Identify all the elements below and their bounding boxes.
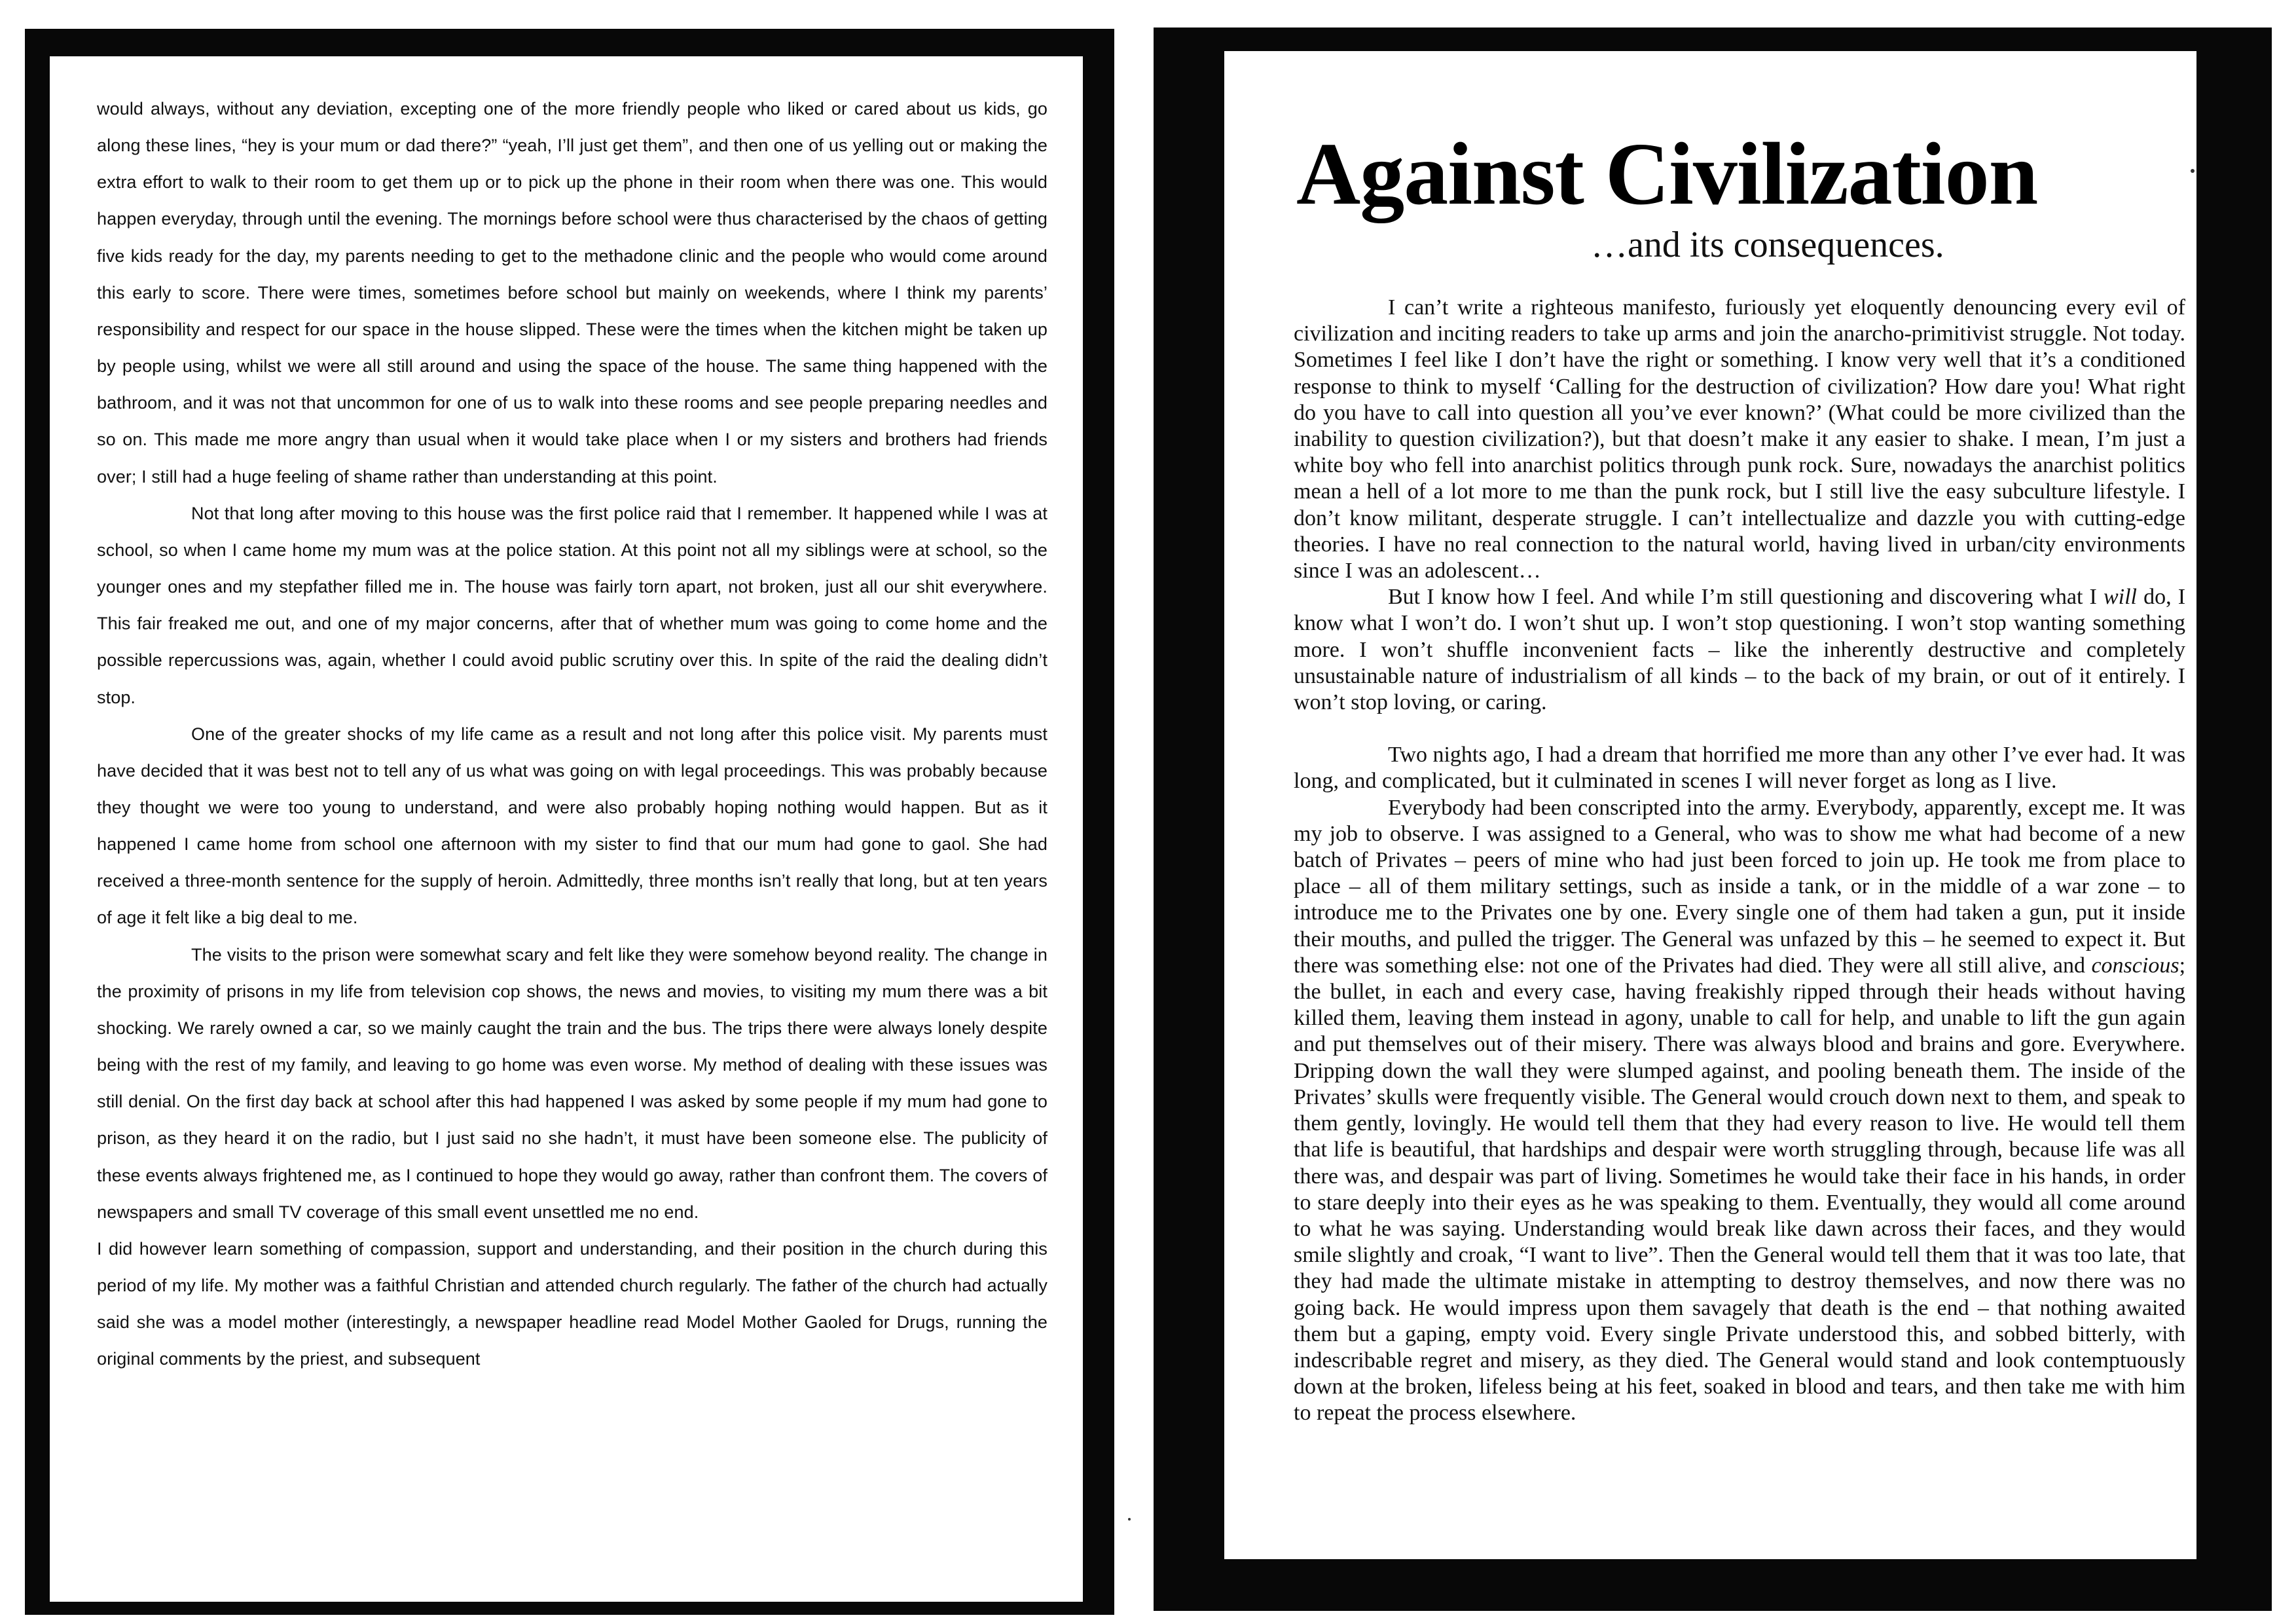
- paragraph-4-part-2: ; the bullet, in each and every case, having freakishly ripped through their heads without having killed them, leaving them instead in agony, unable to call for help, and unable to lift the gun again and put themselves out of their misery. There was always blood and brains and gore. Everywhere. Dripping down the wall they were slumped against, and pooling beneath them. The inside of the Privates’ skulls were frequently visible. The General would crouch down next to them, and speak to them gently, lovingly. He would tell them that they had every reason to live. He would tell them that life is beautiful, that hardships and despair were worth struggling through, because life was all there was, and despair was part of living. Sometimes he would take their face in his hands, in order to stare deeply into their eyes as he was speaking to them. Eventually, they would all come around to what he was saying. Understanding would break like dawn across their faces, and they would smile slightly and croak, “I want to live”. Then the General would tell them that it was too late, that they had made the ultimate mistake in attempting to destroy themselves, and now there was no going back. He would impress upon them savagely that death is the end – that nothing awaited them but a gaping, empty void. Every single Private understood this, and sobbed bitterly, with indescribable regret and misery, as they died. The General would stand and look contemptuously down at the broken, lifeless being at his feet, soaked in blood and tears, and then take me with him to repeat the process elsewhere.: [1294, 953, 2186, 1426]
- article-paragraph-2: [1294, 584, 2185, 716]
- left-page-text: [97, 90, 1048, 1377]
- paragraph-2-after: do, I know what I won’t do. I won’t shut up. I won’t stop questioning. I won’t stop wanting something more. I won’t shuffle inconvenient facts – like the inherently destructive and completely unsustainable nature of industrialism of all kinds – to the back of my brain, or out of it entirely. I won’t stop loving, or caring.: [1294, 585, 2186, 715]
- article-paragraph-4: [1294, 795, 2185, 1427]
- left-paragraph-2: Not that long after moving to this house was the first police raid that I remember. It happened while I was at school, so when I came home my mum was at the police station. At this point not all my siblings were at school, so the younger ones and my stepfather filled me in. The house was fairly torn apart, not broken, just all our shit everywhere. This fair freaked me out, and one of my major concerns, after that of whether mum was going to come home and the possible repercussions was, again, whether I could avoid public scrutiny over this. In spite of the raid the dealing didn’t stop.: [97, 503, 1048, 707]
- paragraph-4-part-1: Everybody had been conscripted into the army. Everybody, apparently, except me. It was my job to observe. I was assigned to a General, who was to show me what had become of a new batch of Privates – peers of mine who had just been forced to join up. He took me from place to place – all of them military settings, such as inside a tank, or in the middle of a war zone – to introduce me to the Privates one by one. Every single one of them had taken a gun, put it inside their mouths, and pulled the trigger. The General was unfazed by this – he seemed to expect it. But there was something else: not one of the Privates had died. They were all still alive, and: [1294, 795, 2185, 978]
- article-body: [1294, 295, 2185, 1427]
- paragraph-2-before: But I know how I feel. And while I’m still questioning and discovering what I: [1388, 585, 2097, 610]
- right-page: [1224, 51, 2196, 1559]
- left-paragraph-4: The visits to the prison were somewhat scary and felt like they were somehow beyond reality. The change in the proximity of prisons in my life from television cop shows, the news and movies, to visiting my mum there was a bit shocking. We rarely owned a car, so we mainly caught the train and the bus. The trips there were always lonely despite being with the rest of my family, and leaving to go home was even worse. My method of dealing with these issues was still denial. On the first day back at school after this had happened I was asked by some people if my mum had gone to prison, as they heard it on the radio, but I just said no she hadn’t, it must have been someone else. The publicity of these events always frightened me, as I continued to hope they would go away, rather than confront them. The covers of newspapers and small TV coverage of this small event unsettled me no end.: [97, 944, 1048, 1222]
- emphasis-will: will: [2103, 585, 2137, 610]
- scan-speck: [2191, 169, 2195, 173]
- left-paragraph-5: I did however learn something of compassion, support and understanding, and their position in the church during this period of my life. My mother was a faithful Christian and attended church regularly. The father of the church had actually said she was a model mother (interestingly, a newspaper headline read Model Mother Gaoled for Drugs, running the original comments by the priest, and subsequent: [97, 1238, 1048, 1369]
- left-paragraph-3: One of the greater shocks of my life came as a result and not long after this police visit. My parents must have decided that it was best not to tell any of us what was going on with legal proceedings. This was probably because they thought we were too young to understand, and were also probably hoping nothing would happen. But as it happened I came home from school one afternoon with my sister to find that our mum had gone to gaol. She had received a three-month sentence for the supply of heroin. Admittedly, three months isn’t really that long, but at ten years of age it felt like a big deal to me.: [97, 724, 1048, 928]
- emphasis-conscious: conscious: [2091, 953, 2179, 978]
- article-title: Against Civilization: [1296, 125, 2038, 223]
- article-paragraph-3: Two nights ago, I had a dream that horrified me more than any other I’ve ever had. It was long, and complicated, but it culminated in scenes I will never forget as long as I live.: [1294, 743, 2185, 794]
- left-paragraph-1: would always, without any deviation, excepting one of the more friendly people who liked or cared about us kids, go along these lines, “hey is your mum or dad there?” “yeah, I’ll just get them”, and then one of us yelling out or making the extra effort to walk to their room to get them up or to pick up the phone in their room when there was one. This would happen everyday, through until the evening. The mornings before school were thus characterised by the chaos of getting five kids ready for the day, my parents needing to get to the methadone clinic and the people who would come around this early to score. There were times, sometimes before school but mainly on weekends, where I think my parents’ responsibility and respect for our space in the house slipped. These were the times when the kitchen might be taken up by people using, whilst we were all still around and using the space of the house. The same thing happened with the bathroom, and it was not that uncommon for one of us to walk into these rooms and see people preparing needles and so on. This made me more angry than usual when it would take place when I or my sisters and brothers had friends over; I still had a huge feeling of shame rather than understanding at this point.: [97, 99, 1048, 487]
- scan-speck: [1128, 1518, 1131, 1521]
- left-page: [50, 56, 1083, 1602]
- article-subtitle: …and its consequences.: [1591, 225, 1944, 265]
- article-paragraph-1: I can’t write a righteous manifesto, furiously yet eloquently denouncing every evil of civilization and inciting readers to take up arms and join the anarcho-primitivist struggle. Not today. Sometimes I feel like I don’t have the right or something. I know very well that it’s a conditioned response to think to myself ‘Calling for the destruction of civilization? How dare you! What right do you have to call into question all you’ve ever known?’ (What could be more civilized than the inability to question civilization?), but that doesn’t make it any easier to shake. I mean, I’m just a white boy who fell into anarchist politics through punk rock. Sure, nowadays the anarchist politics mean a hell of a lot more to me than the punk rock, but I still live the easy subculture lifestyle. I don’t know militant, desperate struggle. I can’t intellectualize and dazzle you with cutting-edge theories. I have no real connection to the natural world, having lived in urban/city environments since I was an adolescent…: [1294, 295, 2185, 583]
